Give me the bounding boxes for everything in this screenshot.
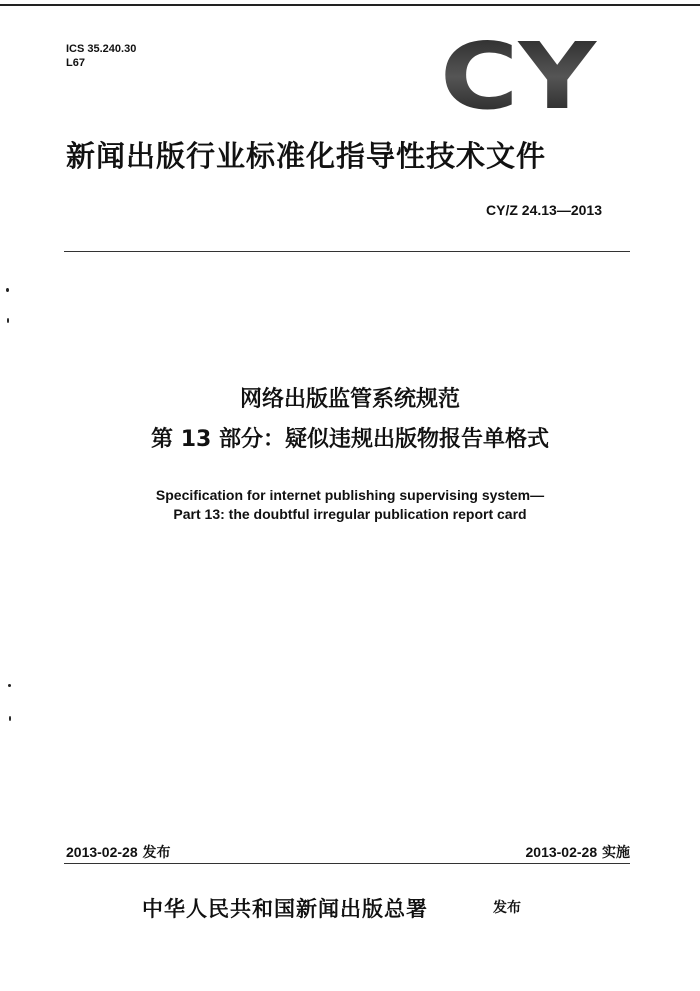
ccs-code: L67: [66, 57, 85, 69]
title-cn-line2: 第 13 部分：疑似违规出版物报告单格式: [151, 427, 549, 452]
document-type: 新闻出版行业标准化指导性技术文件: [66, 139, 547, 173]
issuer-suffix: 发布: [493, 900, 521, 916]
standard-number: CY/Z 24.13—2013: [486, 202, 602, 218]
scan-speck: [7, 318, 9, 323]
issuer-name: 中华人民共和国新闻出版总署: [142, 896, 428, 921]
ics-code: ICS 35.240.30: [66, 43, 137, 55]
scan-speck: [6, 288, 9, 292]
implement-label: 实施: [602, 845, 630, 861]
top-border-rule: [0, 4, 700, 6]
title-cn-line1: 网络出版监管系统规范: [239, 387, 460, 412]
title-en-line2: Part 13: the doubtful irregular publication report card: [173, 506, 527, 522]
classification-codes: [66, 42, 136, 70]
footer-divider: [64, 863, 630, 864]
implement-date-block: [526, 842, 631, 862]
scan-speck: [9, 716, 11, 721]
scan-speck: [8, 684, 11, 687]
publish-date: 2013-02-28: [66, 844, 138, 860]
publish-label: 发布: [142, 845, 171, 861]
title-en-line1: Specification for internet publishing supervising system—: [155, 487, 545, 503]
publish-date-block: [66, 842, 171, 862]
cy-logo: [440, 36, 600, 116]
implement-date: 2013-02-28: [525, 844, 598, 860]
logo-text: CY: [440, 36, 598, 116]
header-divider: [64, 251, 630, 252]
